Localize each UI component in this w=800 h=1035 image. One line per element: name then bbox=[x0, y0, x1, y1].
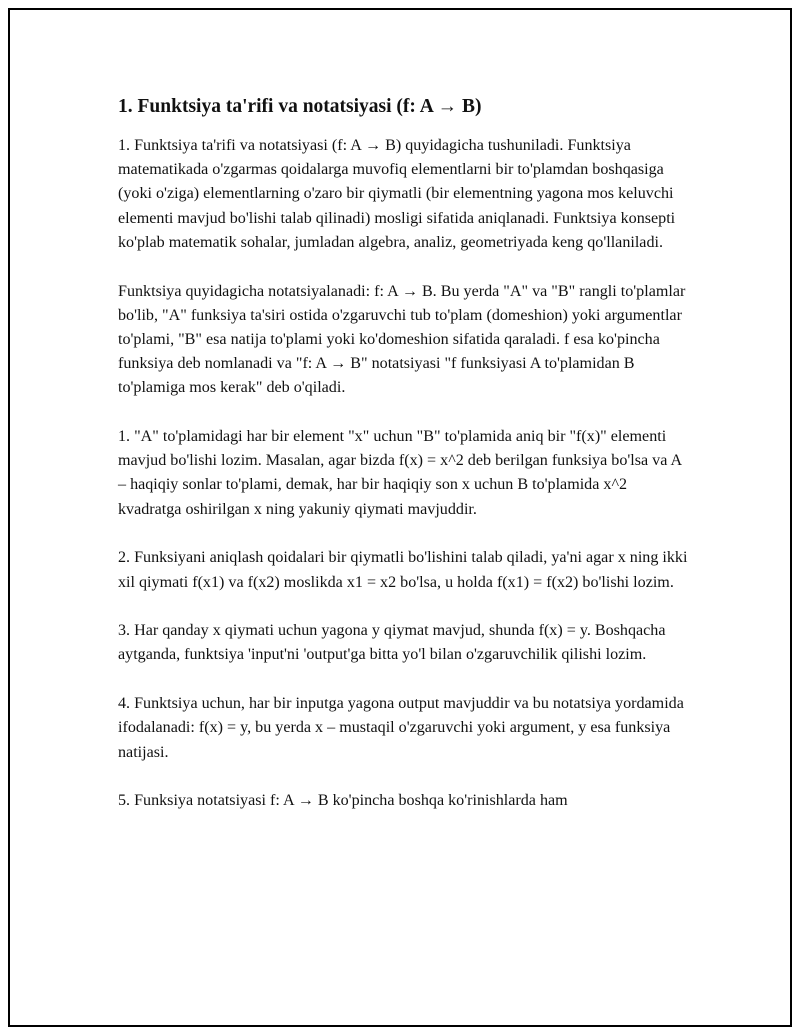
paragraph-rule-2: 2. Funksiyani aniqlash qoidalari bir qiymatli bo'lishini talab qiladi, ya'ni agar x ning ikki xil qiymati f(x1) va f(x2) moslikda x1 = x2 bo'lsa, u holda f(x1) = f(x2) bo'lishi lozim. bbox=[118, 549, 688, 591]
paragraph-definition: 1. Funktsiya ta'rifi va notatsiyasi (f: A → B) quyidagicha tushuniladi. Funktsiya matematikada o'zgarmas qoidalarga muvofiq elementlarni bir to'plamdan boshqasiga (yoki o'ziga) elementlarning o'zaro bir qiymatli (bir elementning yagona mos keluvchi elementi mavjud bo'lishi talab qilinadi) mosligi sifatida aniqlanadi. Funktsiya konsepti ko'plab matematik sohalar, jumladan algebra, analiz, geometriyada keng qo'llaniladi. bbox=[118, 137, 676, 251]
paragraph-rule-3: 3. Har qanday x qiymati uchun yagona y qiymat mavjud, shunda f(x) = y. Boshqacha aytganda, funktsiya 'input'ni 'output'ga bitta yo'l bilan o'zgaruvchilik qilishi lozim. bbox=[118, 622, 666, 664]
document-body bbox=[118, 94, 690, 838]
paragraph-rule-5: 5. Funksiya notatsiyasi f: A → B ko'pincha boshqa ko'rinishlarda ham bbox=[118, 792, 568, 810]
paragraph-rule-4: 4. Funktsiya uchun, har bir inputga yagona output mavjuddir va bu notatsiya yordamida ifodalanadi: f(x) = y, bu yerda x – mustaqil o'zgaruvchi yoki argument, y esa funksiya natijasi. bbox=[118, 695, 684, 761]
paragraph-rule-1: 1. "A" to'plamidagi har bir element "x" uchun "B" to'plamida aniq bir "f(x)" elementi mavjud bo'lishi lozim. Masalan, agar bizda f(x) = x^2 deb berilgan funksiya bo'lsa va A – haqiqiy sonlar to'plami, demak, har bir haqiqiy son x uchun B to'plamida x^2 kvadratga oshirilgan x ning yakuniy qiymati mavjuddir. bbox=[118, 428, 682, 518]
paragraph-notation: Funktsiya quyidagicha notatsiyalanadi: f: A → B. Bu yerda "A" va "B" rangli to'plamlar bo'lib, "A" funksiya ta'siri ostida o'zgaruvchi tub to'plam (domeshion) yoki argumentlar to'plami, "B" esa natija to'plami yoki ko'domeshion sifatida qaraladi. f esa ko'pincha funksiya deb nomlanadi va "f: A → B" notatsiyasi "f funksiyasi A to'plamidan B to'plamiga mos kerak" deb o'qiladi. bbox=[118, 282, 686, 397]
document-title: 1. Funktsiya ta'rifi va notatsiyasi (f: A → B) bbox=[118, 96, 482, 117]
